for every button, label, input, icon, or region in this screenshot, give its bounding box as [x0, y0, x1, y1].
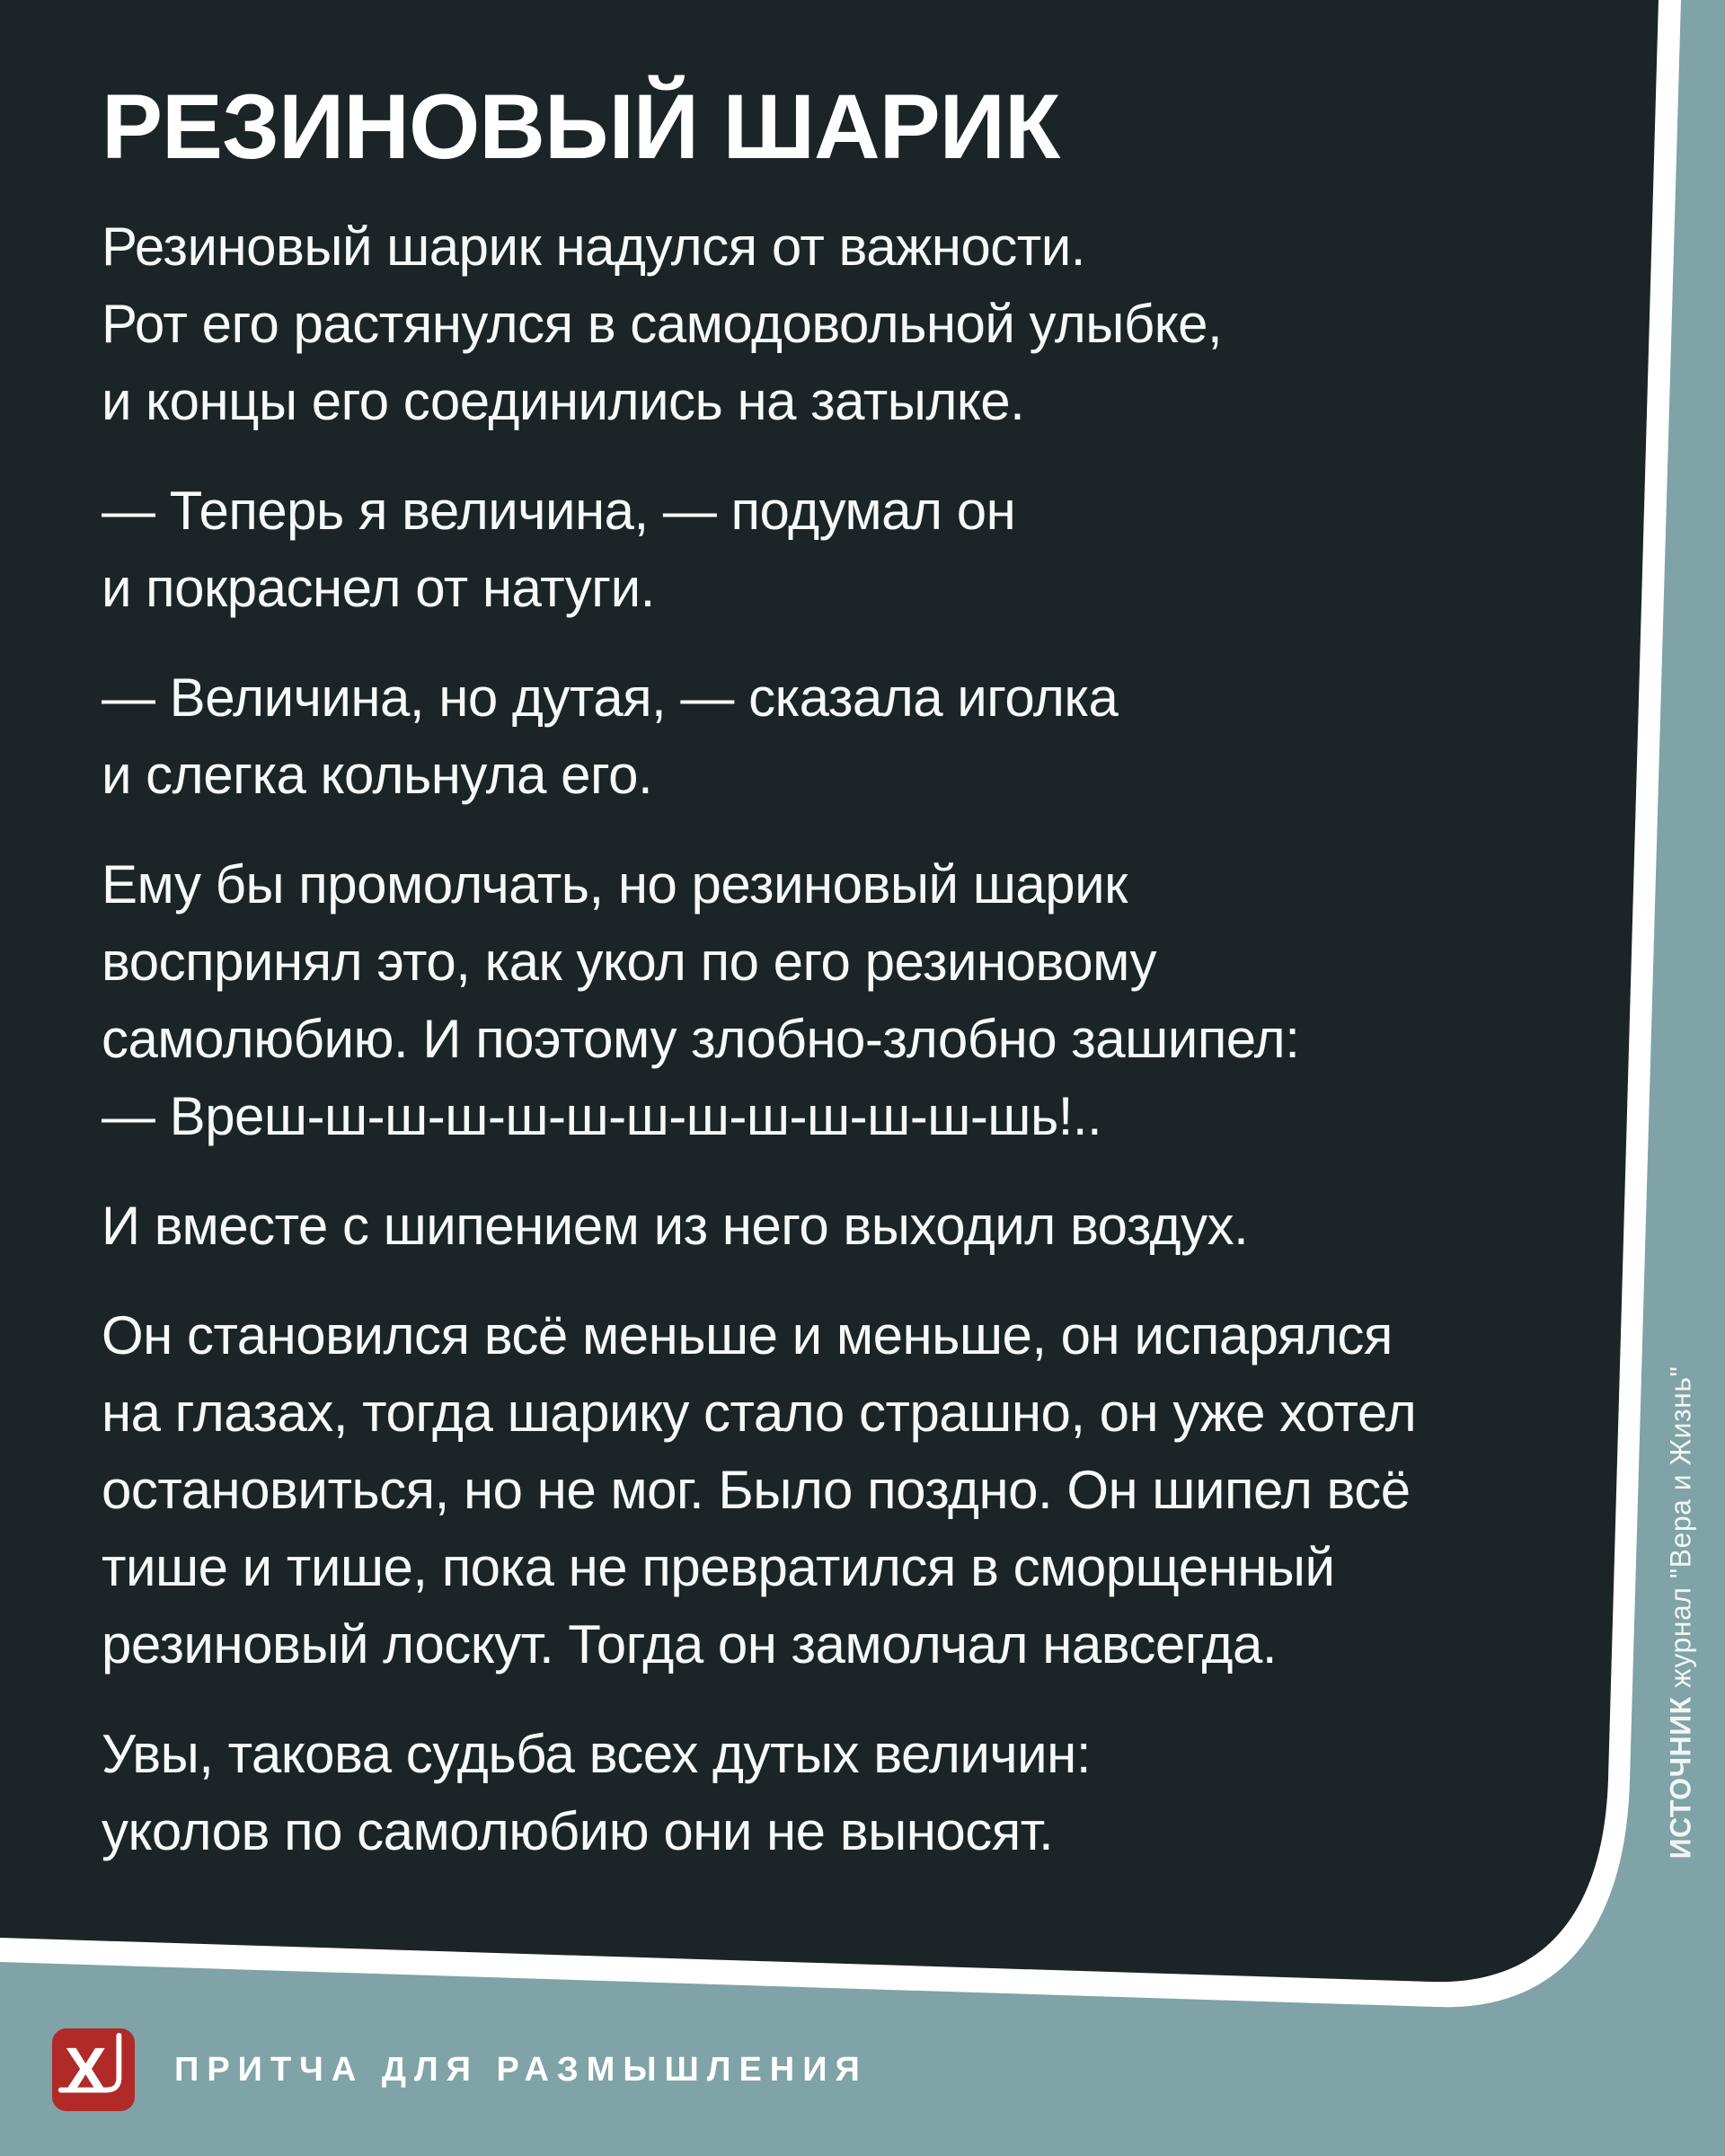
text-line: воспринял это, как укол по его резиновому — [102, 932, 1157, 992]
paragraph — [102, 208, 1584, 440]
text-line: тише и тише, пока не превратился в сморщенный — [102, 1537, 1335, 1597]
text-line: уколов по самолюбию они не выносят. — [102, 1801, 1054, 1861]
footer-label: ПРИТЧА ДЛЯ РАЗМЫШЛЕНИЯ — [174, 2051, 868, 2089]
paragraph — [102, 659, 1584, 814]
text-line: на глазах, тогда шарику стало страшно, он уже хотел — [102, 1383, 1417, 1443]
text-line: — Вреш-ш-ш-ш-ш-ш-ш-ш-ш-ш-ш-ш-шь!.. — [102, 1086, 1102, 1146]
paragraph — [102, 1297, 1584, 1683]
text-line: и концы его соединились на затылке. — [102, 371, 1025, 431]
source-credit — [1665, 1366, 1698, 1860]
text-line: и слегка кольнула его. — [102, 745, 653, 805]
paragraph — [102, 1188, 1584, 1265]
text-line: — Величина, но дутая, — сказала иголка — [102, 667, 1119, 728]
brand-logo — [52, 2028, 135, 2111]
text-line: резиновый лоскут. Тогда он замолчал навсегда. — [102, 1614, 1278, 1674]
text-line: Он становился всё меньше и меньше, он испарялся — [102, 1305, 1393, 1365]
text-line: — Теперь я величина, — подумал он — [102, 481, 1016, 541]
paragraph — [102, 1716, 1584, 1870]
text-line: остановиться, но не мог. Было поздно. Он шипел всё — [102, 1460, 1411, 1520]
paragraph — [102, 473, 1584, 627]
text-line: Рот его растянулся в самодовольной улыбке, — [102, 294, 1223, 354]
article-body — [102, 208, 1584, 1870]
paragraph — [102, 846, 1584, 1155]
text-line: Увы, такова судьба всех дутых величин: — [102, 1724, 1091, 1784]
text-line: Ему бы промолчать, но резиновый шарик — [102, 854, 1128, 915]
text-line: Резиновый шарик надулся от важности. — [102, 216, 1085, 277]
source-label: ИСТОЧНИК — [1664, 1696, 1697, 1860]
text-line: И вместе с шипением из него выходил воздух. — [102, 1196, 1249, 1256]
logo-letter-x: Х — [64, 2034, 107, 2106]
source-value: журнал "Вера и Жизнь" — [1664, 1365, 1697, 1688]
text-line: и покраснел от натуги. — [102, 558, 655, 618]
text-line: самолюбию. И поэтому злобно-злобно зашипел: — [102, 1009, 1300, 1069]
page-title: РЕЗИНОВЫЙ ШАРИК — [102, 75, 1060, 178]
